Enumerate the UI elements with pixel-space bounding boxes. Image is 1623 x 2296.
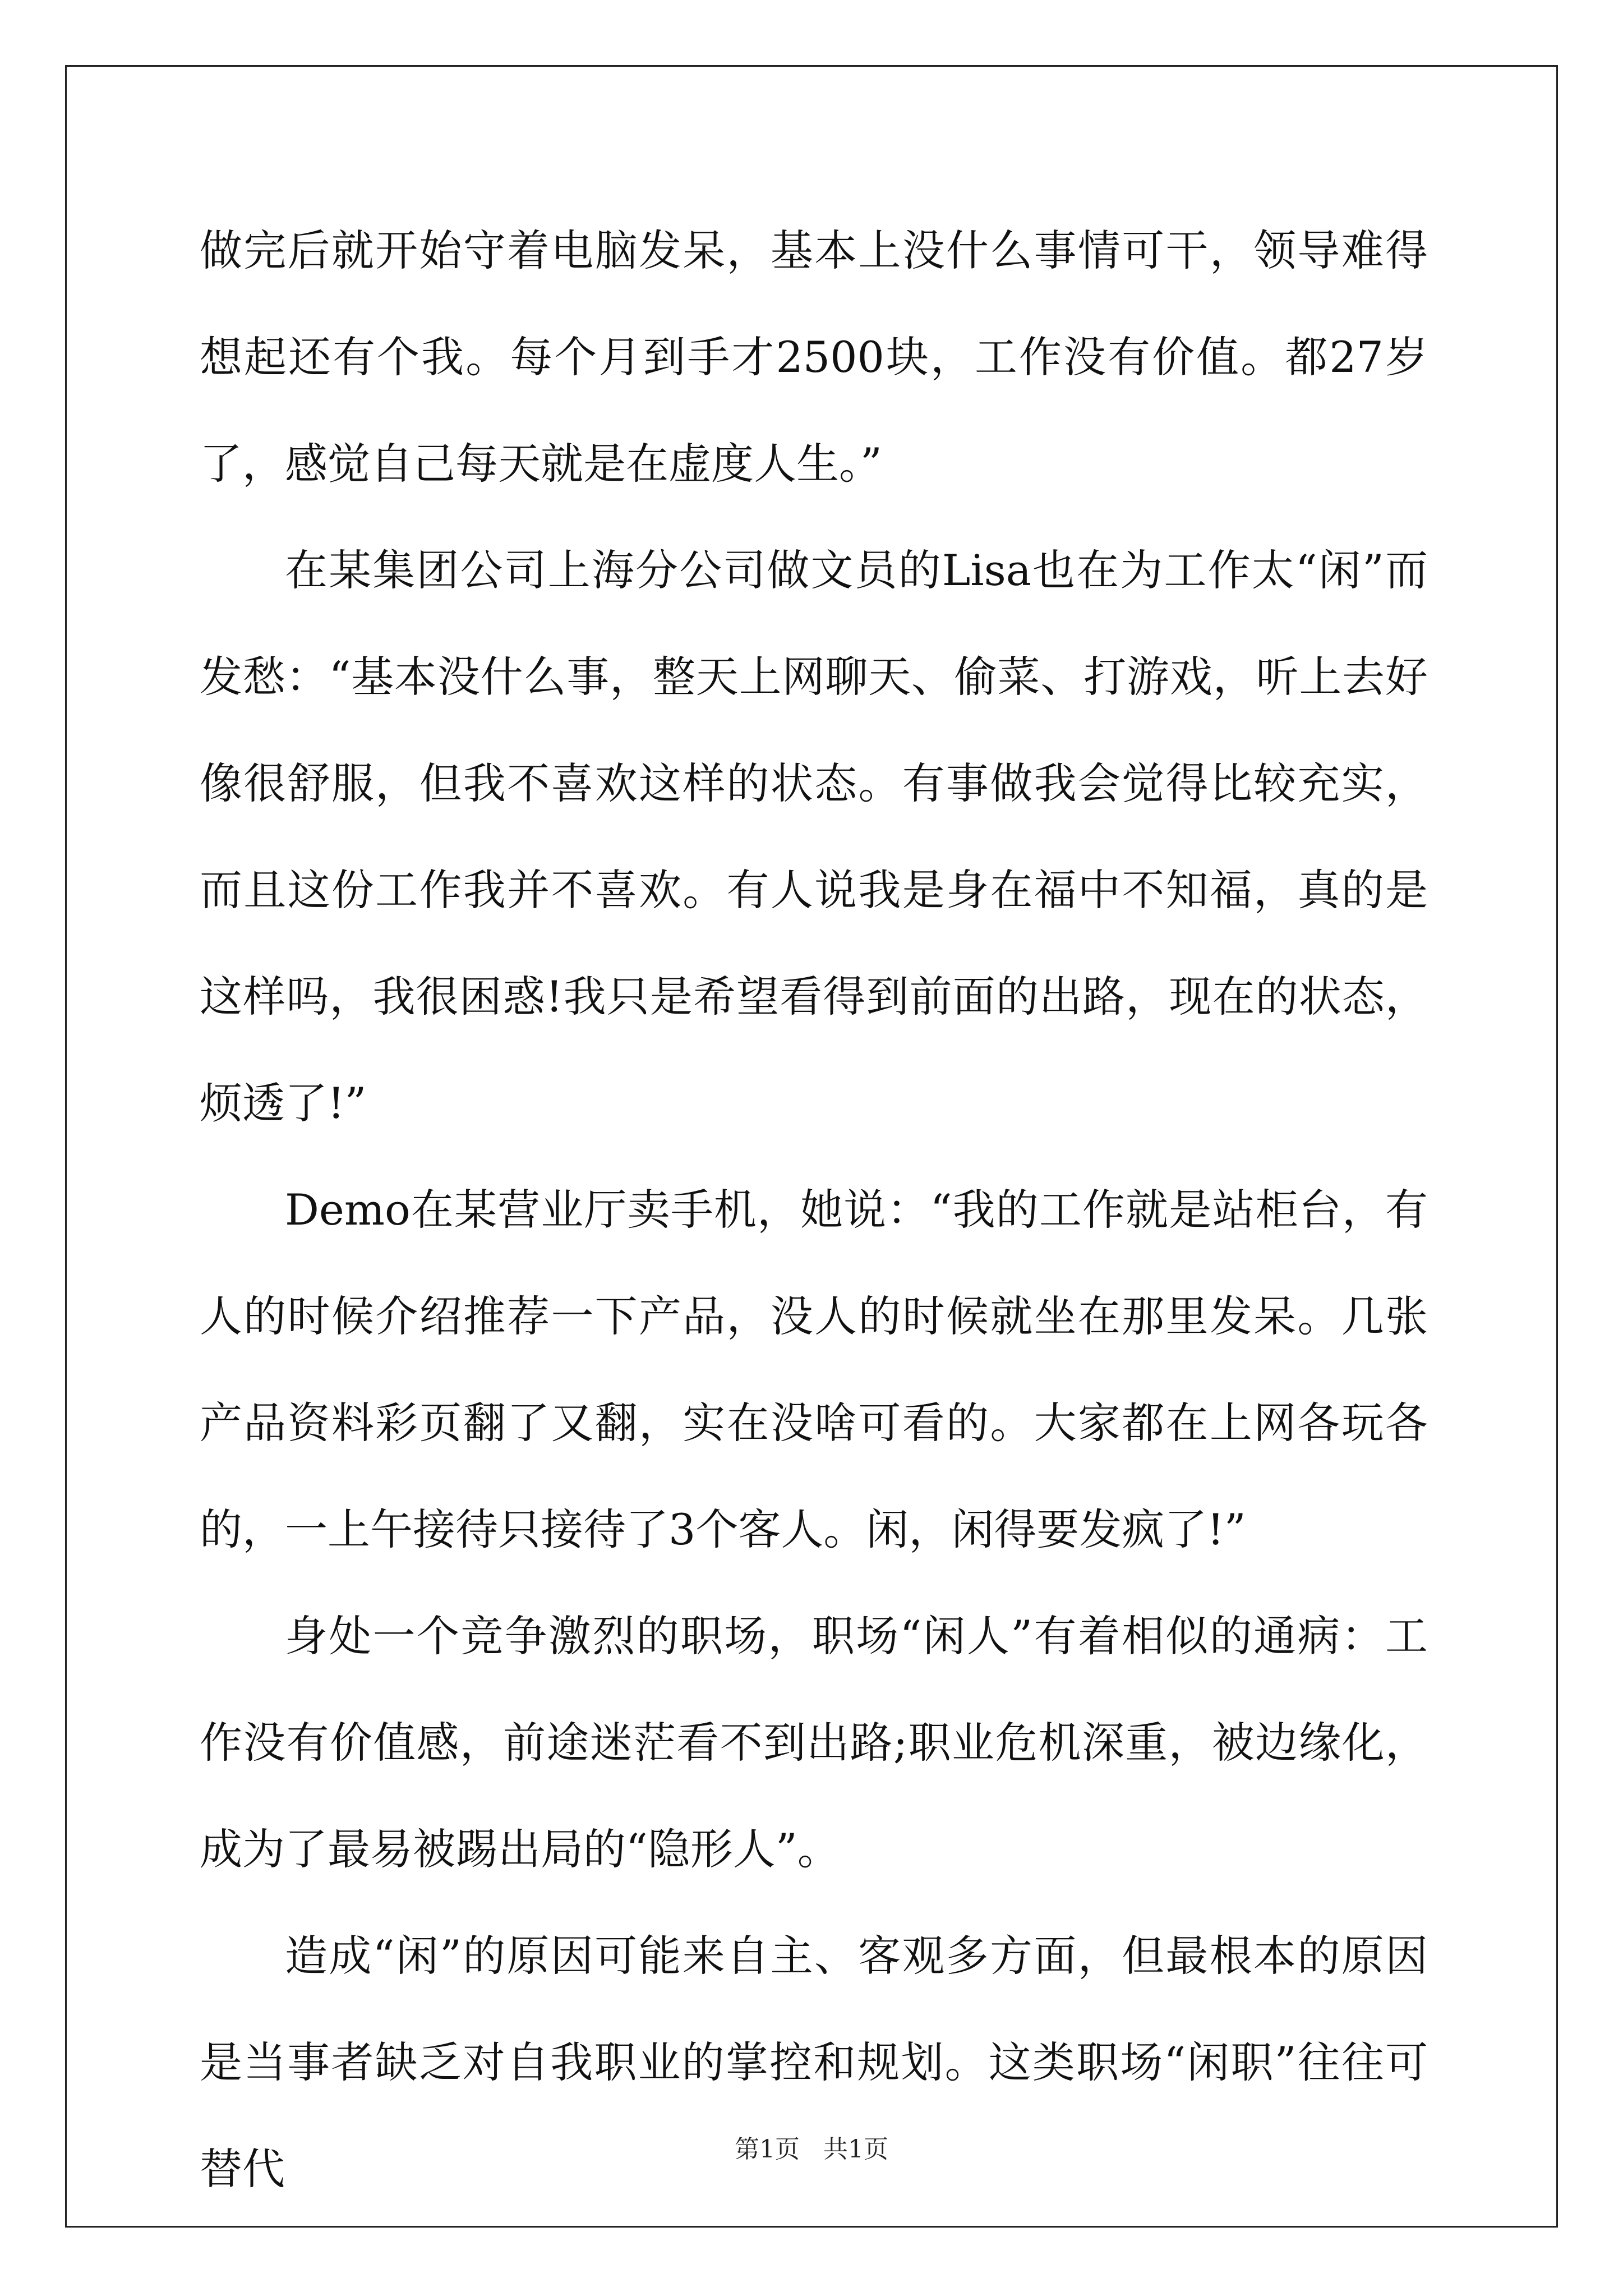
paragraph-2: 在某集团公司上海分公司做文员的Lisa也在为工作太“闲”而发愁：“基本没什么事，整天上网聊天、偷菜、打游戏，听上去好像很舒服，但我不喜欢这样的状态。有事做我会觉得比较充实，而且这份工作我并不喜欢。有人说我是身在福中不知福，真的是这样吗，我很困惑!我只是希望看得到前面的出路，现在的状态，烦透了!” <box>200 545 1428 1128</box>
paragraph-4: 身处一个竞争激烈的职场，职场“闲人”有着相似的通病：工作没有价值感，前途迷茫看不到出路;职业危机深重，被边缘化，成为了最易被踢出局的“隐形人”。 <box>200 1611 1428 1874</box>
document-body <box>200 197 1428 2223</box>
paragraph-3: Demo在某营业厅卖手机，她说：“我的工作就是站柜台，有人的时候介绍推荐一下产品，没人的时候就坐在那里发呆。几张产品资料彩页翻了又翻，实在没啥可看的。大家都在上网各玩各的，一上午接待只接待了3个客人。闲，闲得要发疯了!” <box>200 1185 1428 1554</box>
paragraph-1: 做完后就开始守着电脑发呆，基本上没什么事情可干，领导难得想起还有个我。每个月到手才2500块，工作没有价值。都27岁了，感觉自己每天就是在虚度人生。” <box>200 226 1428 489</box>
page-footer: 第1页 共1页 <box>735 2135 888 2164</box>
paragraph-5: 造成“闲”的原因可能来自主、客观多方面，但最根本的原因是当事者缺乏对自我职业的掌控和规划。这类职场“闲职”往往可替代 <box>200 1931 1428 2194</box>
